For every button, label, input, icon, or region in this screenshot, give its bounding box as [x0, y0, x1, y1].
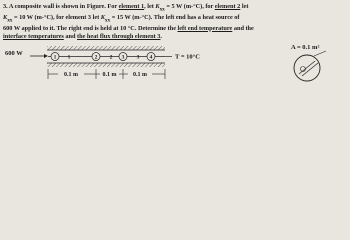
node-4-label: 4	[149, 54, 153, 61]
problem-text-underlined: element 2	[214, 3, 241, 10]
problem-text-underlined: element 1	[118, 3, 145, 10]
heat-source-label: 600 W	[5, 50, 23, 57]
cross-section-icon	[294, 51, 326, 81]
right-temp-label: T = 10°C	[175, 53, 200, 61]
heat-arrowhead	[44, 54, 48, 58]
dim-2-label: 0.1 m	[102, 72, 117, 78]
problem-text: = 15 W (m-°C). The left end has a heat source of	[110, 13, 240, 21]
dim-3-label: 0.1 m	[133, 72, 147, 78]
top-hatch	[47, 46, 165, 50]
element-3-label: 3	[136, 54, 140, 61]
problem-text: and the	[232, 24, 254, 32]
problem-text: 600 W applied to it. The right end is held at 10 °C. Determine the	[3, 24, 178, 32]
k-subscript: xx	[7, 17, 13, 24]
node-3-label: 3	[121, 54, 125, 61]
k-symbol: K	[100, 13, 105, 21]
bottom-hatch	[47, 63, 165, 67]
problem-text: = 5 W (m-°C), for	[164, 3, 215, 10]
area-label: A = 0.1 m²	[291, 44, 320, 51]
k-subscript: xx	[159, 6, 165, 13]
element-1-label: 1	[67, 54, 71, 61]
dim-1-label: 0.1 m	[64, 72, 78, 78]
problem-text: let	[240, 3, 249, 10]
element-2-label: 2	[109, 54, 113, 61]
problem-text: and	[63, 33, 78, 41]
problem-text-underlined: interface temperatures	[3, 33, 64, 41]
k-subscript: xx	[104, 17, 111, 24]
k-symbol: K	[3, 13, 8, 21]
problem-text: .	[160, 33, 162, 41]
problem-text: = 10 W (m-°C), for element 3 let	[12, 13, 101, 21]
problem-statement	[3, 3, 347, 42]
composite-wall-figure	[0, 38, 350, 92]
k-symbol: K	[155, 3, 160, 10]
problem-text-underlined: left end temperature	[177, 24, 233, 32]
node-1-label: 1	[53, 54, 57, 61]
problem-text-underlined: the heat flux through element 3	[77, 33, 161, 41]
problem-number: 3.	[3, 3, 8, 10]
problem-text: , let	[144, 3, 156, 10]
problem-text: A composite wall is shown in Figure. For	[8, 3, 119, 10]
node-2-label: 2	[94, 54, 98, 61]
